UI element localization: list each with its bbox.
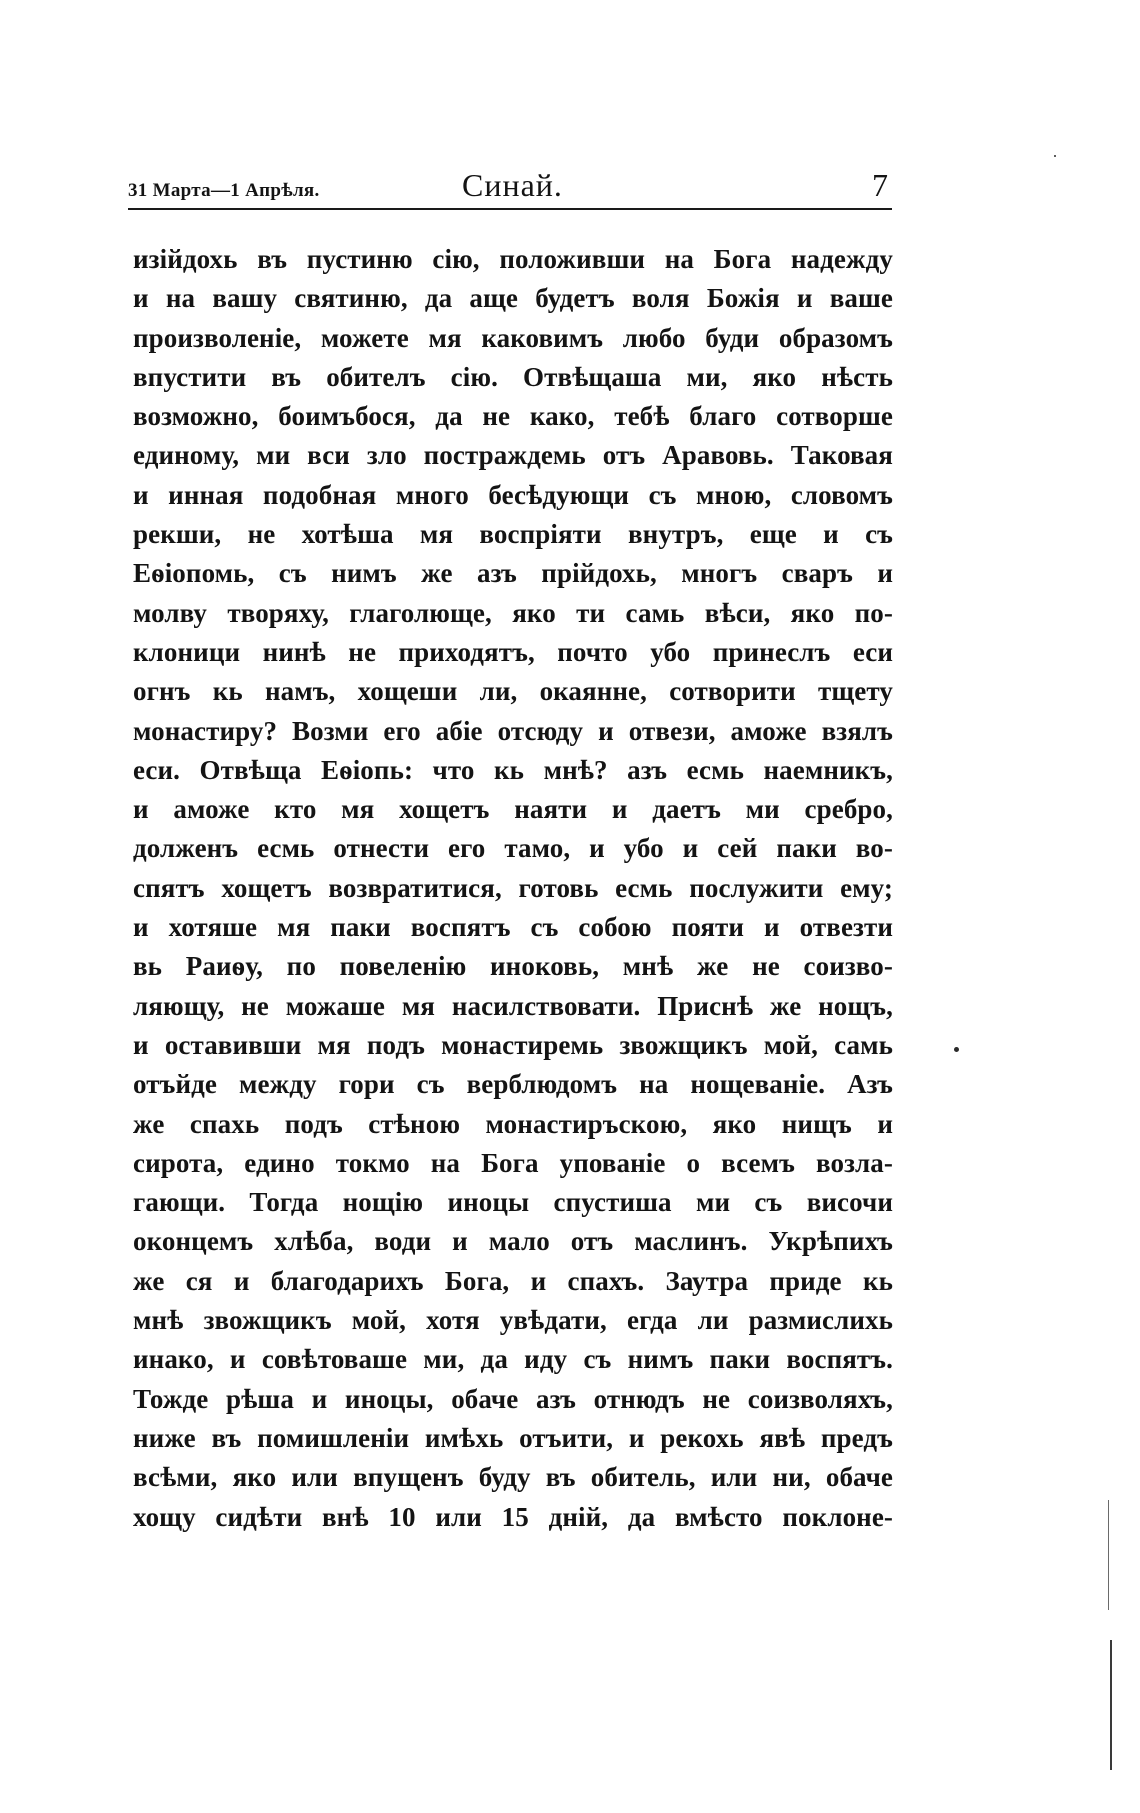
- text-line: рекши, не хотѣша мя воспріяти внутръ, еще и съ: [133, 519, 893, 550]
- text-line: же ся и благодарихъ Бога, и спахъ. Заутра приде кь: [133, 1265, 893, 1296]
- text-line: еси. Отвѣща Еѳіопь: что кь мнѣ? азъ есмь наемникъ,: [133, 754, 893, 785]
- header-rule: [128, 208, 892, 210]
- text-line: долженъ есмь отнести его тамо, и убо и сей паки во-: [133, 833, 893, 864]
- text-line: и на вашу святиню, да аще будетъ воля Божія и ваше: [133, 283, 893, 314]
- text-line: всѣми, яко или впущенъ буду въ обитель, или ни, обаче: [133, 1462, 893, 1493]
- text-line: монастиру? Возми его абіе отсюду и отвези, аможе взялъ: [133, 715, 893, 746]
- text-line: клоници нинѣ не приходятъ, почто убо принеслъ еси: [133, 636, 893, 667]
- text-line: ляющу, не можаше мя насилствовати. Приснѣ же нощъ,: [133, 990, 893, 1021]
- running-head-title: Синай.: [462, 167, 563, 203]
- text-line: отъйде между гори съ верблюдомъ на нощеваніе. Азъ: [133, 1069, 893, 1100]
- scan-speck: [954, 1047, 959, 1052]
- text-line: ниже въ помишленіи имѣхь отъити, и рекохь явѣ предъ: [133, 1422, 893, 1453]
- text-line: молву творяху, глаголюще, яко ти самь вѣси, яко по-: [133, 597, 893, 628]
- text-line: спятъ хощетъ возвратитися, готовь есмь послужити ему;: [133, 872, 893, 903]
- text-line: инако, и совѣтоваше ми, да иду съ нимъ паки воспятъ.: [133, 1344, 893, 1375]
- page-number: 7: [872, 167, 888, 203]
- text-line: сирота, едино токмо на Бога упованіе о всемъ возла-: [133, 1147, 893, 1178]
- text-line: впустити въ обителъ сію. Отвѣщаша ми, яко нѣсть: [133, 361, 893, 392]
- text-line: единому, ми вси зло постраждемь отъ Аравовь. Таковая: [133, 440, 893, 471]
- running-head-date: 31 Марта—1 Апрѣля.: [128, 180, 320, 201]
- text-line: мнѣ звожщикъ мой, хотя увѣдати, егда ли размислихь: [133, 1305, 893, 1336]
- text-line: вь Раиѳу, по повеленію иноковь, мнѣ же не соизво-: [133, 951, 893, 982]
- text-line: произволеніе, можете мя каковимъ любо буди образомъ: [133, 322, 893, 353]
- text-line: оконцемъ хлѣба, води и мало отъ маслинъ. Укрѣпихъ: [133, 1226, 893, 1257]
- text-line: и аможе кто мя хощетъ наяти и даетъ ми сребро,: [133, 794, 893, 825]
- text-line: изійдохь въ пустиню сію, положивши на Бога надежду: [133, 244, 893, 274]
- text-line: и инная подобная много бесѣдующи съ мною, словомъ: [133, 479, 893, 510]
- text-line: Тожде рѣша и иноцы, обаче азъ отнюдъ не соизволяхъ,: [133, 1383, 893, 1414]
- text-line: возможно, боимъбося, да не како, тебѣ благо сотворше: [133, 401, 893, 432]
- scan-margin-line: [1110, 1640, 1112, 1770]
- text-line: же спахь подъ стѣною монастиръскою, яко нищъ и: [133, 1108, 893, 1139]
- body-text: [133, 240, 893, 1537]
- scan-margin-line: [1108, 1500, 1109, 1610]
- text-line: хощу сидѣти внѣ 10 или 15 дній, да вмѣсто поклоне-: [133, 1501, 893, 1532]
- text-line: гающи. Тогда нощію иноцы спустиша ми съ височи: [133, 1187, 893, 1218]
- text-line: Еѳіопомь, съ нимъ же азъ прійдохь, многъ сваръ и: [133, 558, 893, 589]
- scan-speck: [1054, 155, 1056, 157]
- text-line: и оставивши мя подъ монастиремь звожщикъ мой, самь: [133, 1029, 893, 1060]
- text-line: и хотяше мя паки воспятъ съ собою пояти и отвезти: [133, 912, 893, 943]
- text-line: огнъ кь намъ, хощеши ли, окаянне, сотворити тщету: [133, 676, 893, 707]
- running-head: [128, 162, 892, 210]
